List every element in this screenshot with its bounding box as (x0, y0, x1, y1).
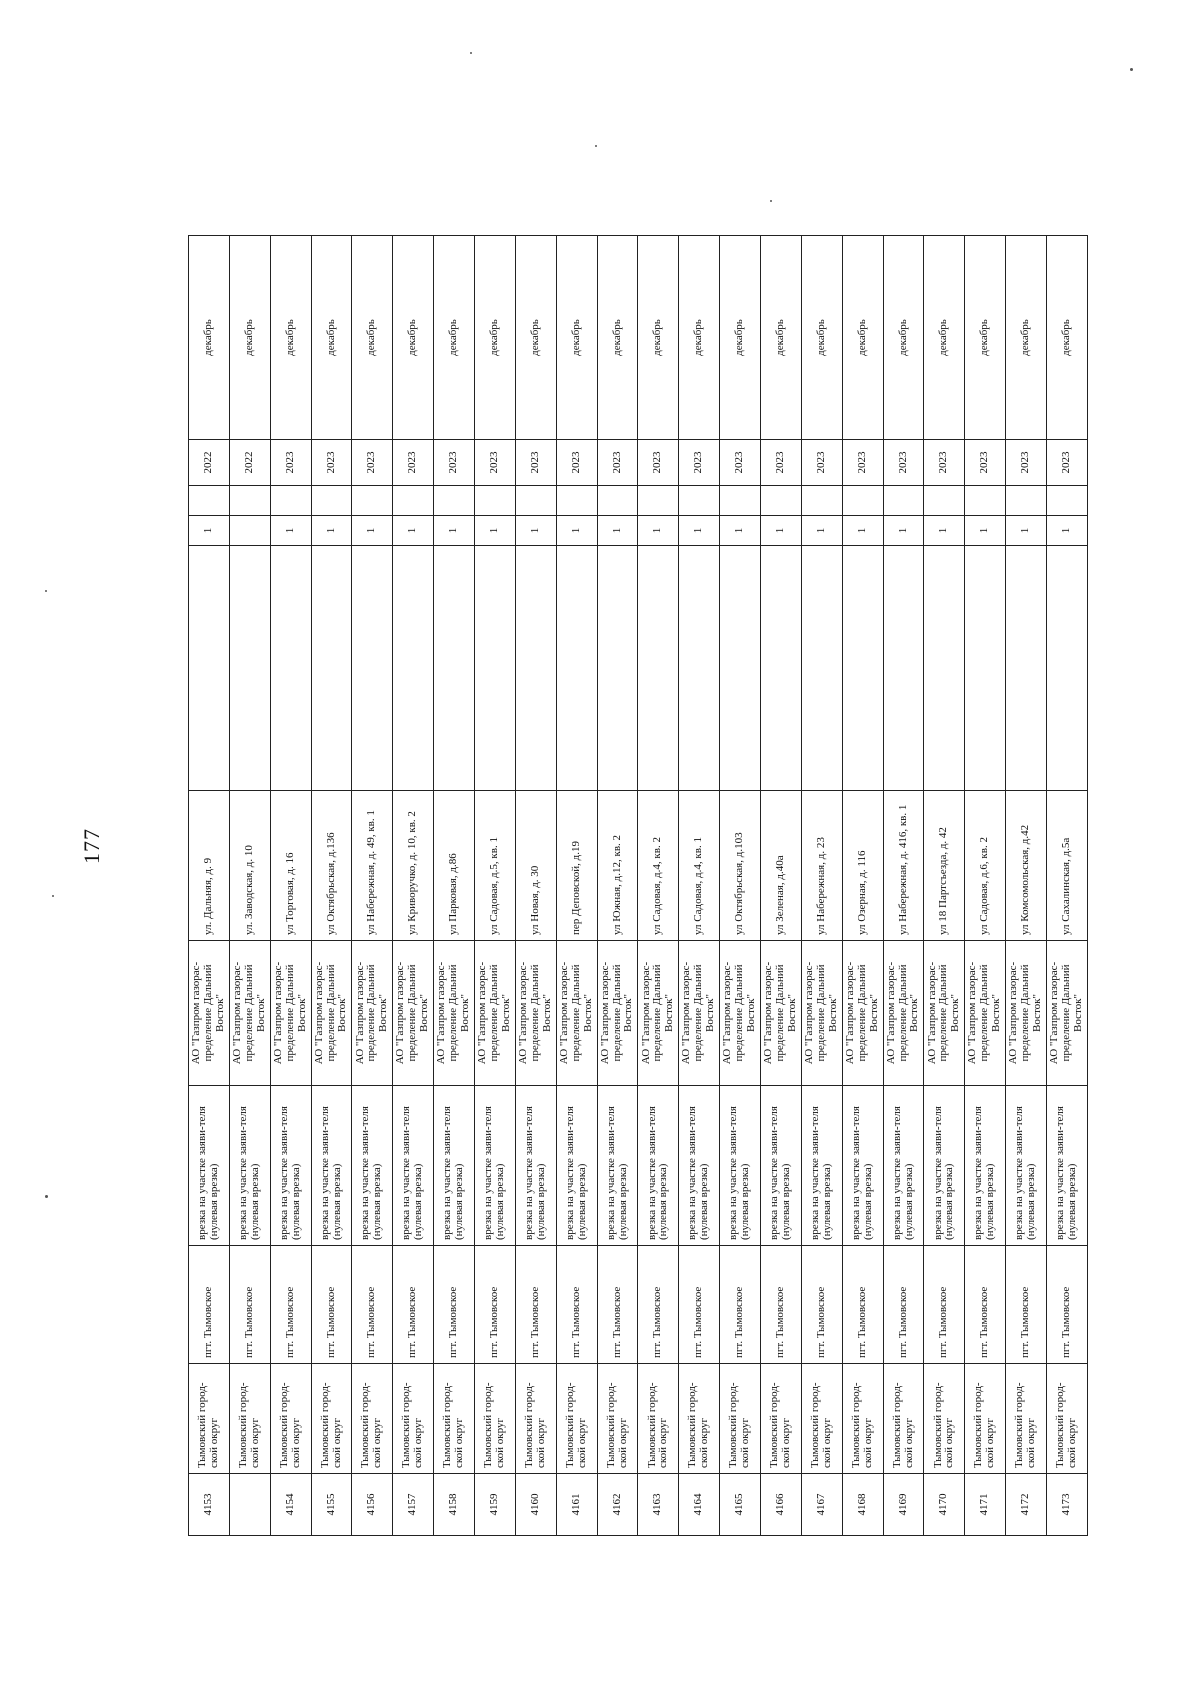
cell-work-type: врезка на участке заяви-теля (нулевая врезка) (515, 1086, 556, 1246)
cell-number: 4163 (638, 1474, 679, 1536)
cell-address: ул Криворучко, д. 10, кв. 2 (393, 791, 434, 941)
cell-number: 4162 (597, 1474, 638, 1536)
cell-work-type: врезка на участке заяви-теля (нулевая врезка) (965, 1086, 1006, 1246)
cell-quantity: 1 (924, 516, 965, 546)
cell-month: декабрь (515, 236, 556, 440)
cell-year: 2023 (801, 440, 842, 486)
cell-number: 4167 (801, 1474, 842, 1536)
cell-month: декабрь (229, 236, 270, 440)
cell-district: Тымовский город-ской округ (924, 1364, 965, 1474)
cell-district: Тымовский город-ской округ (1047, 1364, 1088, 1474)
scan-speck (595, 145, 597, 147)
cell-quantity: 1 (311, 516, 352, 546)
cell-number: 4173 (1047, 1474, 1088, 1536)
cell-address: ул. Дальняя, д. 9 (189, 791, 230, 941)
cell-district: Тымовский город-ской округ (229, 1364, 270, 1474)
cell-district: Тымовский город-ской округ (1006, 1364, 1047, 1474)
cell-blank (1006, 546, 1047, 791)
cell-network-owner: АО "Газпром газорас-пределение Дальний Восток" (556, 941, 597, 1086)
cell-blank (229, 486, 270, 516)
document-table-frame (188, 236, 1088, 1536)
gas-connection-table (188, 235, 1088, 1536)
cell-settlement: пгт. Тымовское (679, 1246, 720, 1364)
cell-work-type: врезка на участке заяви-теля (нулевая врезка) (883, 1086, 924, 1246)
cell-district: Тымовский город-ской округ (842, 1364, 883, 1474)
cell-blank (597, 486, 638, 516)
cell-blank (761, 546, 802, 791)
rotated-table-wrapper (188, 236, 1088, 1536)
cell-work-type: врезка на участке заяви-теля (нулевая врезка) (924, 1086, 965, 1246)
cell-work-type: врезка на участке заяви-теля (нулевая врезка) (761, 1086, 802, 1246)
cell-blank (761, 486, 802, 516)
cell-settlement: пгт. Тымовское (761, 1246, 802, 1364)
cell-settlement: пгт. Тымовское (638, 1246, 679, 1364)
cell-month: декабрь (189, 236, 230, 440)
cell-address: ул Сахалинская, д.5а (1047, 791, 1088, 941)
cell-address: ул. Заводская, д. 10 (229, 791, 270, 941)
cell-address: ул Садовая, д.4, кв. 2 (638, 791, 679, 941)
cell-settlement: пгт. Тымовское (229, 1246, 270, 1364)
cell-settlement: пгт. Тымовское (720, 1246, 761, 1364)
cell-blank (556, 546, 597, 791)
cell-quantity: 1 (352, 516, 393, 546)
table-row (556, 236, 597, 1536)
table-body (189, 236, 1088, 1536)
cell-settlement: пгт. Тымовское (801, 1246, 842, 1364)
cell-quantity: 1 (1006, 516, 1047, 546)
cell-number: 4154 (270, 1474, 311, 1536)
cell-number: 4166 (761, 1474, 802, 1536)
cell-network-owner: АО "Газпром газорас-пределение Дальний Восток" (965, 941, 1006, 1086)
cell-year: 2023 (311, 440, 352, 486)
cell-address: ул Зеленая, д.40а (761, 791, 802, 941)
cell-number: 4168 (842, 1474, 883, 1536)
cell-network-owner: АО "Газпром газорас-пределение Дальний Восток" (924, 941, 965, 1086)
cell-work-type: врезка на участке заяви-теля (нулевая врезка) (434, 1086, 475, 1246)
cell-blank (515, 546, 556, 791)
cell-settlement: пгт. Тымовское (556, 1246, 597, 1364)
cell-quantity: 1 (270, 516, 311, 546)
cell-work-type: врезка на участке заяви-теля (нулевая врезка) (229, 1086, 270, 1246)
cell-blank (270, 486, 311, 516)
cell-network-owner: АО "Газпром газорас-пределение Дальний Восток" (270, 941, 311, 1086)
table-row (638, 236, 679, 1536)
cell-blank (311, 486, 352, 516)
scan-speck (470, 52, 472, 54)
cell-network-owner: АО "Газпром газорас-пределение Дальний Восток" (842, 941, 883, 1086)
cell-blank (924, 486, 965, 516)
cell-blank (597, 546, 638, 791)
cell-year: 2023 (393, 440, 434, 486)
cell-quantity: 1 (761, 516, 802, 546)
cell-blank (515, 486, 556, 516)
cell-year: 2023 (434, 440, 475, 486)
cell-work-type: врезка на участке заяви-теля (нулевая врезка) (679, 1086, 720, 1246)
cell-network-owner: АО "Газпром газорас-пределение Дальний Восток" (434, 941, 475, 1086)
cell-address: ул Торговая, д. 16 (270, 791, 311, 941)
scan-speck (1130, 68, 1133, 71)
cell-number: 4169 (883, 1474, 924, 1536)
table-row (597, 236, 638, 1536)
cell-blank (679, 486, 720, 516)
cell-district: Тымовский город-ской округ (883, 1364, 924, 1474)
cell-address: ул Набережная, д. 23 (801, 791, 842, 941)
cell-quantity: 1 (842, 516, 883, 546)
cell-settlement: пгт. Тымовское (924, 1246, 965, 1364)
cell-blank (924, 546, 965, 791)
cell-settlement: пгт. Тымовское (842, 1246, 883, 1364)
cell-network-owner: АО "Газпром газорас-пределение Дальний Восток" (189, 941, 230, 1086)
cell-work-type: врезка на участке заяви-теля (нулевая врезка) (1047, 1086, 1088, 1246)
cell-district: Тымовский город-ской округ (965, 1364, 1006, 1474)
cell-blank (883, 486, 924, 516)
cell-district: Тымовский город-ской округ (393, 1364, 434, 1474)
table-row (352, 236, 393, 1536)
cell-number: 4158 (434, 1474, 475, 1536)
cell-month: декабрь (597, 236, 638, 440)
cell-number: 4155 (311, 1474, 352, 1536)
cell-district: Тымовский город-ской округ (597, 1364, 638, 1474)
cell-network-owner: АО "Газпром газорас-пределение Дальний Восток" (515, 941, 556, 1086)
cell-address: ул Набережная, д. 49, кв. 1 (352, 791, 393, 941)
cell-district: Тымовский город-ской округ (801, 1364, 842, 1474)
table-row (965, 236, 1006, 1536)
table-row (842, 236, 883, 1536)
table-row (311, 236, 352, 1536)
cell-blank (311, 546, 352, 791)
cell-district: Тымовский город-ской округ (638, 1364, 679, 1474)
cell-address: ул Набережная, д. 416, кв. 1 (883, 791, 924, 941)
cell-blank (189, 546, 230, 791)
cell-settlement: пгт. Тымовское (270, 1246, 311, 1364)
cell-address: ул Озерная, д. 116 (842, 791, 883, 941)
cell-work-type: врезка на участке заяви-теля (нулевая врезка) (801, 1086, 842, 1246)
cell-number: 4164 (679, 1474, 720, 1536)
cell-blank (842, 486, 883, 516)
cell-month: декабрь (270, 236, 311, 440)
cell-month: декабрь (475, 236, 516, 440)
cell-address: ул Октябрьская, д.103 (720, 791, 761, 941)
cell-district: Тымовский город-ской округ (761, 1364, 802, 1474)
cell-number: 4156 (352, 1474, 393, 1536)
cell-address: ул Парковая, д.86 (434, 791, 475, 941)
cell-month: декабрь (311, 236, 352, 440)
cell-settlement: пгт. Тымовское (434, 1246, 475, 1364)
cell-work-type: врезка на участке заяви-теля (нулевая врезка) (720, 1086, 761, 1246)
scan-speck (45, 1195, 48, 1198)
cell-quantity: 1 (720, 516, 761, 546)
cell-quantity: 1 (801, 516, 842, 546)
cell-blank (638, 546, 679, 791)
cell-address: ул Новая, д. 30 (515, 791, 556, 941)
cell-district: Тымовский город-ской округ (270, 1364, 311, 1474)
cell-blank (352, 486, 393, 516)
cell-year: 2023 (638, 440, 679, 486)
cell-month: декабрь (393, 236, 434, 440)
cell-year: 2023 (1006, 440, 1047, 486)
cell-network-owner: АО "Газпром газорас-пределение Дальний Восток" (801, 941, 842, 1086)
table-row (801, 236, 842, 1536)
cell-settlement: пгт. Тымовское (1047, 1246, 1088, 1364)
cell-number: 4161 (556, 1474, 597, 1536)
cell-blank (638, 486, 679, 516)
cell-quantity: 1 (1047, 516, 1088, 546)
cell-quantity: 1 (638, 516, 679, 546)
cell-address: ул Садовая, д.4, кв. 1 (679, 791, 720, 941)
cell-number: 4157 (393, 1474, 434, 1536)
cell-settlement: пгт. Тымовское (1006, 1246, 1047, 1364)
cell-month: декабрь (434, 236, 475, 440)
cell-blank (229, 546, 270, 791)
cell-district: Тымовский город-ской округ (556, 1364, 597, 1474)
cell-blank (720, 486, 761, 516)
cell-blank (352, 546, 393, 791)
cell-blank (842, 546, 883, 791)
cell-year: 2023 (352, 440, 393, 486)
cell-number: 4170 (924, 1474, 965, 1536)
cell-year: 2023 (720, 440, 761, 486)
scan-speck (770, 200, 772, 202)
table-row (883, 236, 924, 1536)
table-row (761, 236, 802, 1536)
cell-quantity: 1 (597, 516, 638, 546)
cell-month: декабрь (801, 236, 842, 440)
cell-blank (556, 486, 597, 516)
cell-network-owner: АО "Газпром газорас-пределение Дальний Восток" (883, 941, 924, 1086)
cell-address: ул Октябрьская, д.136 (311, 791, 352, 941)
cell-network-owner: АО "Газпром газорас-пределение Дальний Восток" (720, 941, 761, 1086)
cell-work-type: врезка на участке заяви-теля (нулевая врезка) (189, 1086, 230, 1246)
table-row (679, 236, 720, 1536)
cell-number: 4172 (1006, 1474, 1047, 1536)
cell-network-owner: АО "Газпром газорас-пределение Дальний Восток" (597, 941, 638, 1086)
cell-year: 2022 (229, 440, 270, 486)
table-row (270, 236, 311, 1536)
cell-year: 2023 (556, 440, 597, 486)
table-row (475, 236, 516, 1536)
cell-settlement: пгт. Тымовское (515, 1246, 556, 1364)
cell-work-type: врезка на участке заяви-теля (нулевая врезка) (1006, 1086, 1047, 1246)
cell-settlement: пгт. Тымовское (883, 1246, 924, 1364)
cell-year: 2023 (597, 440, 638, 486)
cell-blank (1006, 486, 1047, 516)
cell-work-type: врезка на участке заяви-теля (нулевая врезка) (556, 1086, 597, 1246)
cell-blank (434, 486, 475, 516)
cell-quantity: 1 (883, 516, 924, 546)
cell-quantity: 1 (679, 516, 720, 546)
cell-month: декабрь (352, 236, 393, 440)
cell-blank (883, 546, 924, 791)
cell-blank (393, 546, 434, 791)
cell-number: 4171 (965, 1474, 1006, 1536)
cell-year: 2023 (924, 440, 965, 486)
cell-number: 4153 (189, 1474, 230, 1536)
cell-address: ул Садовая, д.6, кв. 2 (965, 791, 1006, 941)
table-row (229, 236, 270, 1536)
cell-settlement: пгт. Тымовское (352, 1246, 393, 1364)
cell-settlement: пгт. Тымовское (189, 1246, 230, 1364)
cell-settlement: пгт. Тымовское (965, 1246, 1006, 1364)
cell-number (229, 1474, 270, 1536)
cell-blank (965, 546, 1006, 791)
cell-blank (679, 546, 720, 791)
cell-settlement: пгт. Тымовское (597, 1246, 638, 1364)
cell-address: ул Южная, д.12, кв. 2 (597, 791, 638, 941)
cell-settlement: пгт. Тымовское (475, 1246, 516, 1364)
cell-blank (475, 486, 516, 516)
cell-network-owner: АО "Газпром газорас-пределение Дальний Восток" (393, 941, 434, 1086)
cell-month: декабрь (556, 236, 597, 440)
cell-blank (1047, 486, 1088, 516)
table-row (393, 236, 434, 1536)
cell-month: декабрь (965, 236, 1006, 440)
cell-blank (720, 546, 761, 791)
page-number: 177 (79, 828, 104, 864)
cell-network-owner: АО "Газпром газорас-пределение Дальний Восток" (679, 941, 720, 1086)
table-row (720, 236, 761, 1536)
cell-month: декабрь (883, 236, 924, 440)
table-row (1047, 236, 1088, 1536)
cell-blank (189, 486, 230, 516)
cell-blank (434, 546, 475, 791)
cell-district: Тымовский город-ской округ (434, 1364, 475, 1474)
cell-blank (393, 486, 434, 516)
cell-number: 4160 (515, 1474, 556, 1536)
cell-work-type: врезка на участке заяви-теля (нулевая врезка) (311, 1086, 352, 1246)
cell-network-owner: АО "Газпром газорас-пределение Дальний Восток" (311, 941, 352, 1086)
cell-district: Тымовский город-ской округ (352, 1364, 393, 1474)
cell-blank (801, 546, 842, 791)
cell-district: Тымовский город-ской округ (679, 1364, 720, 1474)
cell-number: 4159 (475, 1474, 516, 1536)
table-row (434, 236, 475, 1536)
cell-month: декабрь (1047, 236, 1088, 440)
cell-year: 2023 (1047, 440, 1088, 486)
scan-speck (52, 895, 54, 897)
cell-district: Тымовский город-ской округ (311, 1364, 352, 1474)
cell-work-type: врезка на участке заяви-теля (нулевая врезка) (842, 1086, 883, 1246)
cell-month: декабрь (638, 236, 679, 440)
cell-year: 2022 (189, 440, 230, 486)
cell-month: декабрь (924, 236, 965, 440)
cell-quantity: 1 (434, 516, 475, 546)
cell-network-owner: АО "Газпром газорас-пределение Дальний Восток" (352, 941, 393, 1086)
cell-work-type: врезка на участке заяви-теля (нулевая врезка) (393, 1086, 434, 1246)
cell-district: Тымовский город-ской округ (720, 1364, 761, 1474)
cell-network-owner: АО "Газпром газорас-пределение Дальний Восток" (761, 941, 802, 1086)
cell-month: декабрь (679, 236, 720, 440)
cell-address: ул 18 Партсъезда, д. 42 (924, 791, 965, 941)
cell-quantity: 1 (189, 516, 230, 546)
cell-quantity (229, 516, 270, 546)
table-row (924, 236, 965, 1536)
cell-blank (965, 486, 1006, 516)
table-row (515, 236, 556, 1536)
cell-settlement: пгт. Тымовское (311, 1246, 352, 1364)
cell-blank (1047, 546, 1088, 791)
cell-work-type: врезка на участке заяви-теля (нулевая врезка) (270, 1086, 311, 1246)
cell-network-owner: АО "Газпром газорас-пределение Дальний Восток" (1006, 941, 1047, 1086)
cell-year: 2023 (842, 440, 883, 486)
cell-network-owner: АО "Газпром газорас-пределение Дальний Восток" (1047, 941, 1088, 1086)
cell-network-owner: АО "Газпром газорас-пределение Дальний Восток" (229, 941, 270, 1086)
cell-address: пер Деповской, д.19 (556, 791, 597, 941)
cell-work-type: врезка на участке заяви-теля (нулевая врезка) (475, 1086, 516, 1246)
cell-quantity: 1 (965, 516, 1006, 546)
cell-year: 2023 (965, 440, 1006, 486)
scan-speck (45, 590, 47, 592)
cell-network-owner: АО "Газпром газорас-пределение Дальний Восток" (475, 941, 516, 1086)
cell-month: декабрь (1006, 236, 1047, 440)
cell-quantity: 1 (515, 516, 556, 546)
cell-district: Тымовский город-ской округ (475, 1364, 516, 1474)
cell-network-owner: АО "Газпром газорас-пределение Дальний Восток" (638, 941, 679, 1086)
cell-blank (270, 546, 311, 791)
cell-year: 2023 (679, 440, 720, 486)
cell-year: 2023 (475, 440, 516, 486)
cell-month: декабрь (842, 236, 883, 440)
cell-work-type: врезка на участке заяви-теля (нулевая врезка) (352, 1086, 393, 1246)
cell-district: Тымовский город-ской округ (189, 1364, 230, 1474)
cell-quantity: 1 (556, 516, 597, 546)
cell-address: ул Комсомольская, д.42 (1006, 791, 1047, 941)
cell-blank (475, 546, 516, 791)
cell-work-type: врезка на участке заяви-теля (нулевая врезка) (638, 1086, 679, 1246)
cell-quantity: 1 (393, 516, 434, 546)
cell-year: 2023 (761, 440, 802, 486)
cell-month: декабрь (720, 236, 761, 440)
cell-district: Тымовский город-ской округ (515, 1364, 556, 1474)
table-row (189, 236, 230, 1536)
cell-year: 2023 (883, 440, 924, 486)
cell-quantity: 1 (475, 516, 516, 546)
cell-number: 4165 (720, 1474, 761, 1536)
cell-month: декабрь (761, 236, 802, 440)
cell-settlement: пгт. Тымовское (393, 1246, 434, 1364)
table-row (1006, 236, 1047, 1536)
cell-address: ул Садовая, д.5, кв. 1 (475, 791, 516, 941)
cell-blank (801, 486, 842, 516)
cell-year: 2023 (270, 440, 311, 486)
cell-year: 2023 (515, 440, 556, 486)
cell-work-type: врезка на участке заяви-теля (нулевая врезка) (597, 1086, 638, 1246)
